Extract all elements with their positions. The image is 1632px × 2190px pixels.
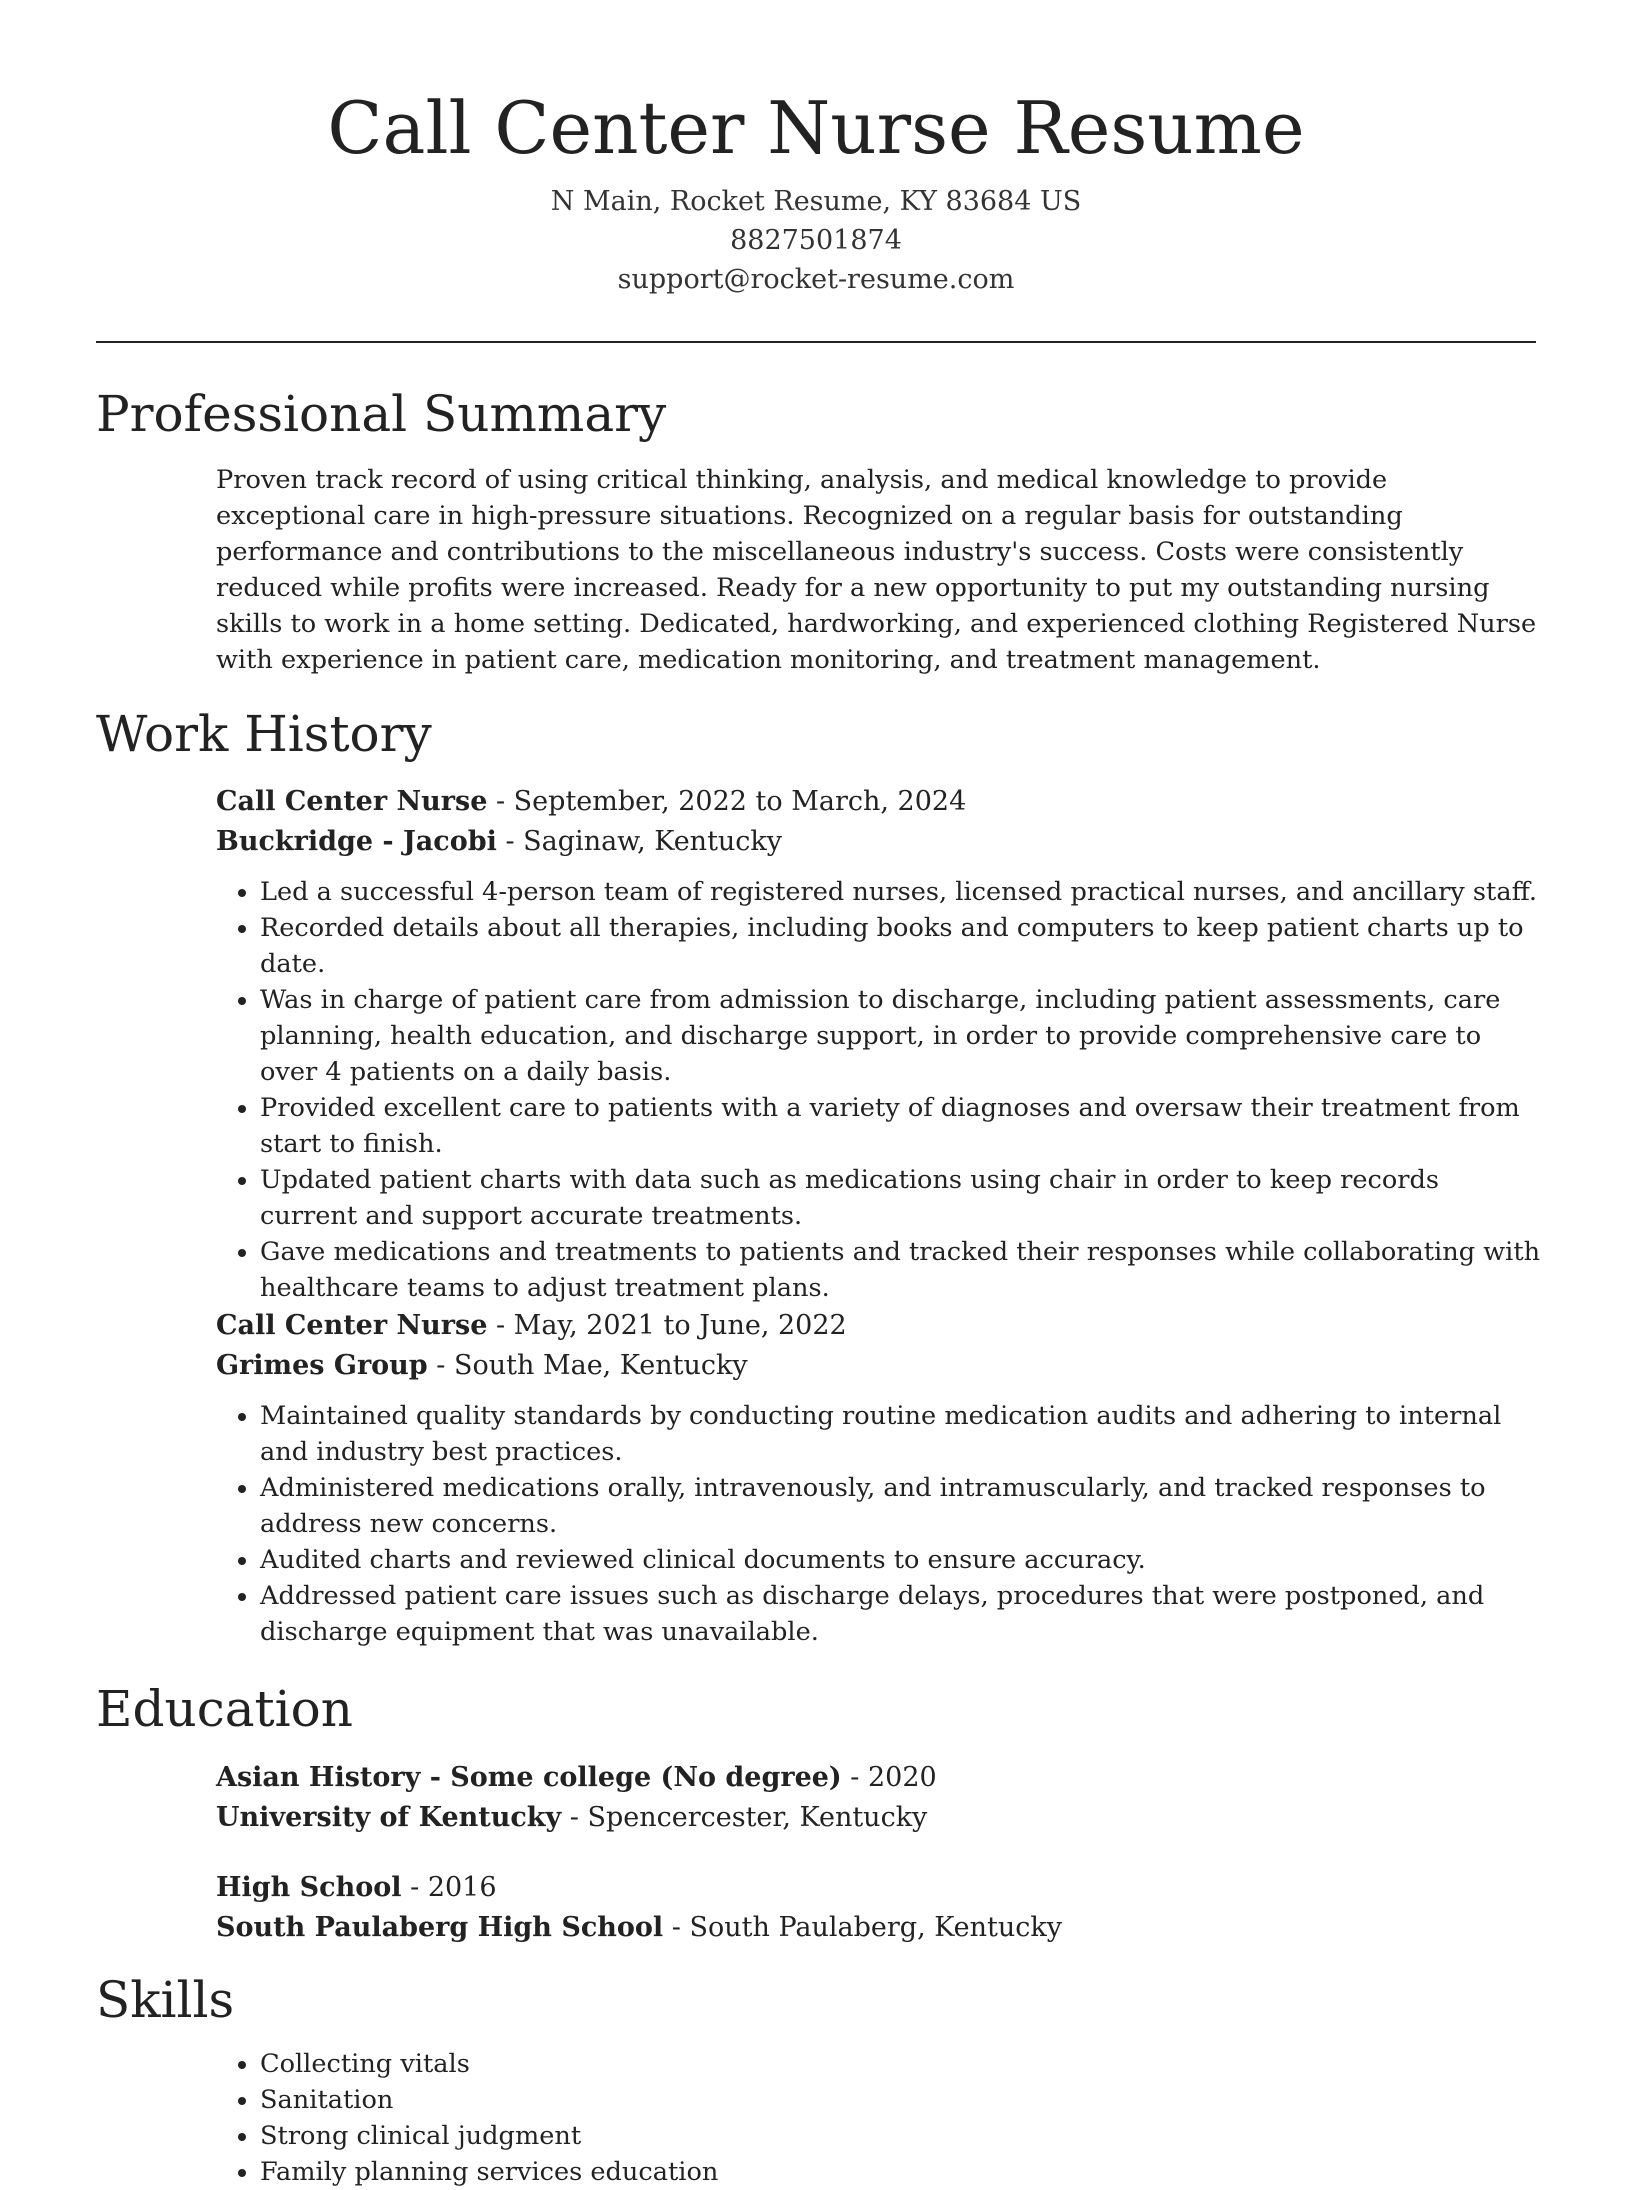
degree-year: - 2020 xyxy=(841,1762,937,1793)
job-title-line xyxy=(216,782,1541,822)
degree-line xyxy=(216,1868,1541,1908)
education-entry-1 xyxy=(216,1758,1541,1838)
job-location: - Saginaw, Kentucky xyxy=(496,826,783,857)
education-heading: Education xyxy=(96,1680,353,1738)
list-item: • Recorded details about all therapies, including books and computers to keep patient charts up to date. xyxy=(260,910,1541,982)
skills-column-left xyxy=(216,2046,912,2118)
job-role: Call Center Nurse xyxy=(216,786,488,817)
phone: 8827501874 xyxy=(730,225,902,256)
job-company: Grimes Group xyxy=(216,1350,428,1381)
school-line xyxy=(216,1908,1541,1948)
list-item: • Audited charts and reviewed clinical documents to ensure accuracy. xyxy=(260,1542,1541,1578)
school-name: South Paulaberg High School xyxy=(216,1912,664,1943)
list-item: • Gave medications and treatments to patients and tracked their responses while collaborating with healthcare teams to adjust treatment plans. xyxy=(260,1234,1541,1306)
job-dates: - September, 2022 to March, 2024 xyxy=(487,786,967,817)
contact-info xyxy=(0,182,1632,299)
job-bullets xyxy=(216,874,1541,1306)
school-line xyxy=(216,1798,1541,1838)
job-company-line xyxy=(216,822,1541,862)
job-role: Call Center Nurse xyxy=(216,1310,488,1341)
list-item: • Was in charge of patient care from admission to discharge, including patient assessments, care planning, health education, and discharge support, in order to provide comprehensive care to over 4 patients on a daily basis. xyxy=(260,982,1541,1090)
school-location: - Spencercester, Kentucky xyxy=(561,1802,928,1833)
job-entry-1 xyxy=(216,782,1541,1306)
skills-heading: Skills xyxy=(96,1971,235,2029)
degree: Asian History - Some college (No degree) xyxy=(216,1762,842,1793)
school-name: University of Kentucky xyxy=(216,1802,562,1833)
education-entry-2 xyxy=(216,1868,1541,1948)
job-company: Buckridge - Jacobi xyxy=(216,826,497,857)
address: N Main, Rocket Resume, KY 83684 US xyxy=(550,186,1082,217)
list-item: • Sanitation xyxy=(260,2082,912,2118)
job-company-line xyxy=(216,1346,1541,1386)
list-item: • Updated patient charts with data such as medications using chair in order to keep records current and support accurate treatments. xyxy=(260,1162,1541,1234)
job-bullets xyxy=(216,1398,1541,1650)
skills-column-right xyxy=(216,2118,912,2190)
work-history-heading: Work History xyxy=(96,705,432,763)
list-item: • Administered medications orally, intravenously, and intramuscularly, and tracked responses to address new concerns. xyxy=(260,1470,1541,1542)
list-item: • Collecting vitals xyxy=(260,2046,912,2082)
degree-line xyxy=(216,1758,1541,1798)
job-dates: - May, 2021 to June, 2022 xyxy=(487,1310,847,1341)
job-entry-2 xyxy=(216,1306,1541,1650)
school-location: - South Paulaberg, Kentucky xyxy=(663,1912,1063,1943)
list-item: • Maintained quality standards by conducting routine medication audits and adhering to internal and industry best practices. xyxy=(260,1398,1541,1470)
degree-year: - 2016 xyxy=(401,1872,497,1903)
list-item: • Led a successful 4-person team of registered nurses, licensed practical nurses, and ancillary staff. xyxy=(260,874,1541,910)
job-location: - South Mae, Kentucky xyxy=(427,1350,748,1381)
list-item: • Provided excellent care to patients with a variety of diagnoses and oversaw their treatment from start to finish. xyxy=(260,1090,1541,1162)
header-divider xyxy=(96,341,1536,343)
summary-heading: Professional Summary xyxy=(96,385,667,443)
email: support@rocket-resume.com xyxy=(617,264,1015,295)
resume-header xyxy=(0,82,1632,299)
list-item: • Addressed patient care issues such as discharge delays, procedures that were postponed, and discharge equipment that was unavailable. xyxy=(260,1578,1541,1650)
job-title-line xyxy=(216,1306,1541,1346)
skills-list xyxy=(216,2046,1536,2190)
degree: High School xyxy=(216,1872,402,1903)
list-item: • Strong clinical judgment xyxy=(260,2118,912,2154)
summary-text: Proven track record of using critical thinking, analysis, and medical knowledge to provide exceptional care in high-pressure situations. Recognized on a regular basis for outstanding performance and contributions to the miscellaneous industry's success. Costs were consistently reduced while profits were increased. Ready for a new opportunity to put my outstanding nursing skills to work in a home setting. Dedicated, hardworking, and experienced clothing Registered Nurse with experience in patient care, medication monitoring, and treatment management. xyxy=(216,465,1537,675)
list-item: • Family planning services education xyxy=(260,2154,912,2190)
resume-title: Call Center Nurse Resume xyxy=(327,86,1305,170)
